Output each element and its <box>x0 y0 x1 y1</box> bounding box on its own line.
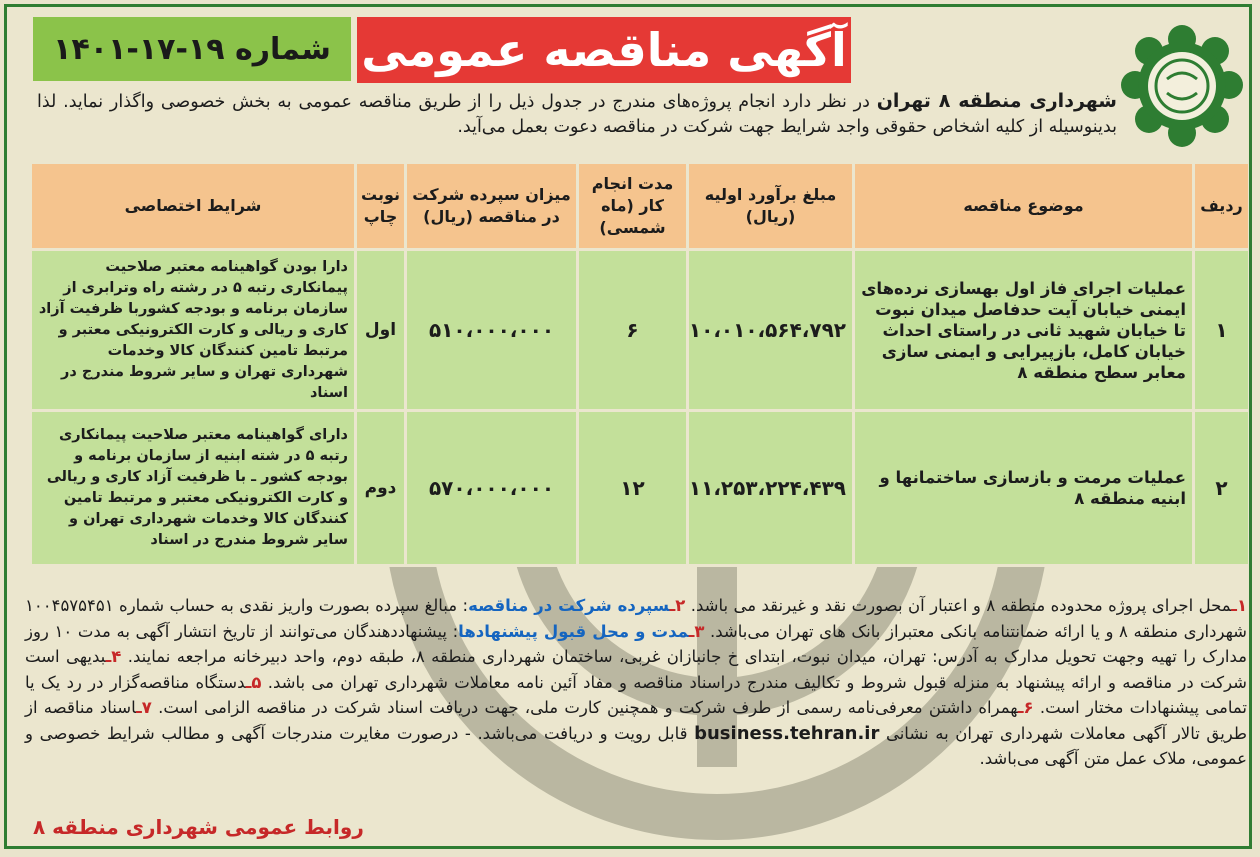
intro-paragraph <box>37 89 1117 140</box>
term-7: اسناد مناقصه از طریق تالار آگهی معاملات شهرداری تهران به نشانی <box>25 698 1248 743</box>
term-3-heading: مدت و محل قبول پیشنهادها <box>458 621 689 641</box>
term-8: قابل رویت و دریافت می‌باشد. - درصورت مغایرت مندرجات آگهی و مطالب شرایط خصوصی و عمومی، ملاک عمل متن آگهی می‌باشد. <box>25 723 1247 768</box>
row-conditions: دارای گواهینامه معتبر صلاحیت پیمانکاری رتبه ۵ در شته ابنیه از سازمان برنامه و بودجه کشور ـ با ظرفیت آزاد کاری و ریالی و کارت الکترونیکی معتبر و مرتبط تامین کنندگان کالا وخدمات شهرداری تهران و سایر شروط مندرج در اسناد <box>31 411 356 566</box>
row-subject: عملیات اجرای فاز اول بهسازی نرده‌های ایمنی خیابان آیت حدفاصل میدان نبوت تا خیابان شهید ثانی در راستای احداث خیابان کامل، بازپیرایی و ایمنی سازی معابر سطح منطقه ۸ <box>854 250 1194 411</box>
term-5: دستگاه مناقصه‌گزار در رد یک یا تمامی پیشنهادات مختار است. <box>25 672 1248 717</box>
header-subject: موضوع مناقصه <box>854 163 1194 250</box>
table-row <box>31 250 1250 411</box>
row-estimate: ۱۰،۰۱۰،۵۶۴،۷۹۲ <box>688 250 854 411</box>
intro-text: در نظر دارد انجام پروژه‌های مندرج در جدول ذیل را از طریق مناقصه عمومی به بخش خصوصی واگذار نماید. لذا بدینوسیله از کلیه اشخاص حقوقی واجد شرایط جهت شرکت در مناقصه دعوت بعمل می‌آید. <box>37 92 1117 137</box>
row-deposit: ۵۷۰،۰۰۰،۰۰۰ <box>406 411 578 566</box>
terms-paragraph <box>25 593 1247 772</box>
tender-notice <box>4 4 1252 849</box>
term-6: همراه داشتن معرفی‌نامه رسمی از طرف شرکت و همچنین کارت ملی، جهت دریافت اسناد شرکت در مناقصه الزامی است. <box>158 698 1018 717</box>
org-name: شهرداری منطقه ۸ تهران <box>876 90 1117 112</box>
row-print: دوم <box>356 411 406 566</box>
header-conditions: شرایط اختصاصی <box>31 163 356 250</box>
tehran-municipality-logo <box>1119 23 1245 149</box>
notice-title: آگهی مناقصه عمومی <box>357 17 851 83</box>
term-marker: ۵ـ <box>245 672 262 692</box>
row-duration: ۶ <box>578 250 688 411</box>
row-print: اول <box>356 250 406 411</box>
header-print: نوبت چاپ <box>356 163 406 250</box>
table-row <box>31 411 1250 566</box>
row-number: ۲ <box>1194 411 1250 566</box>
footer-signature: روابط عمومی شهرداری منطقه ۸ <box>33 815 364 839</box>
tender-table <box>29 161 1251 567</box>
header-estimate: مبلغ برآورد اولیه (ریال) <box>688 163 854 250</box>
term-marker: ۷ـ <box>136 698 152 717</box>
row-duration: ۱۲ <box>578 411 688 566</box>
tender-number: شماره ۱۹-۱۷-۱۴۰۱ <box>33 17 351 81</box>
header-row-number: ردیف <box>1194 163 1250 250</box>
term-marker: ۳ـ <box>688 621 705 641</box>
term-4: بدیهی است شرکت در مناقصه و ارائه پیشنهاد به منزله قبول شروط و تکالیف مندرج دراسناد مناقصه و مفاد آئین نامه معاملات شهرداری تهران می باشد. <box>25 647 1247 692</box>
row-subject: عملیات مرمت و بازسازی ساختمانها و ابنیه منطقه ۸ <box>854 411 1194 566</box>
business-url[interactable]: business.tehran.ir <box>694 722 880 744</box>
term-2-heading: سپرده شرکت در مناقصه <box>468 596 670 615</box>
header-deposit: میزان سپرده شرکت در مناقصه (ریال) <box>406 163 578 250</box>
term-marker: ۱ـ <box>1231 596 1248 615</box>
term-marker: ۲ـ <box>669 596 686 615</box>
row-deposit: ۵۱۰،۰۰۰،۰۰۰ <box>406 250 578 411</box>
row-number: ۱ <box>1194 250 1250 411</box>
table-header-row <box>31 163 1250 250</box>
term-marker: ۴ـ <box>105 647 122 666</box>
row-estimate: ۱۱،۲۵۳،۲۲۴،۴۳۹ <box>688 411 854 566</box>
term-2: : مبالغ سپرده بصورت واریز نقدی به حساب شماره ۱۰۰۴۵۷۵۴۵۱ شهرداری منطقه ۸ و یا ارائه ضمانتنامه بانکی معتبراز بانک های تهران می‌باشد. <box>25 596 1248 641</box>
term-marker: ۶ـ <box>1017 698 1034 717</box>
term-3: : پیشنهاددهندگان می‌توانند از تاریخ انتشار آگهی به مدت ۱۰ روز مدارک را تهیه وجهت تحویل مدارک به آدرس: تهران، میدان نبوت، ابتدای خ جانبازان غربی، ساختمان شهرداری منطقه ۸، طبقه دوم، واحد دبیرخانه مراجعه نمایند. <box>25 621 1247 666</box>
row-conditions: دارا بودن گواهینامه معتبر صلاحیت پیمانکاری رتبه ۵ در رشته راه وترابری از سازمان برنامه و بودجه کشوربا ظرفیت آزاد کاری و ریالی و کارت الکترونیکی معتبر و مرتبط تامین کنندگان کالا وخدمات شهرداری تهران و سایر شروط مندرج در اسناد <box>31 250 356 411</box>
header-duration: مدت انجام کار (ماه شمسی) <box>578 163 688 250</box>
term-1: محل اجرای پروژه محدوده منطقه ۸ و اعتبار آن بصورت نقد و غیرنقد می باشد. <box>690 596 1232 615</box>
